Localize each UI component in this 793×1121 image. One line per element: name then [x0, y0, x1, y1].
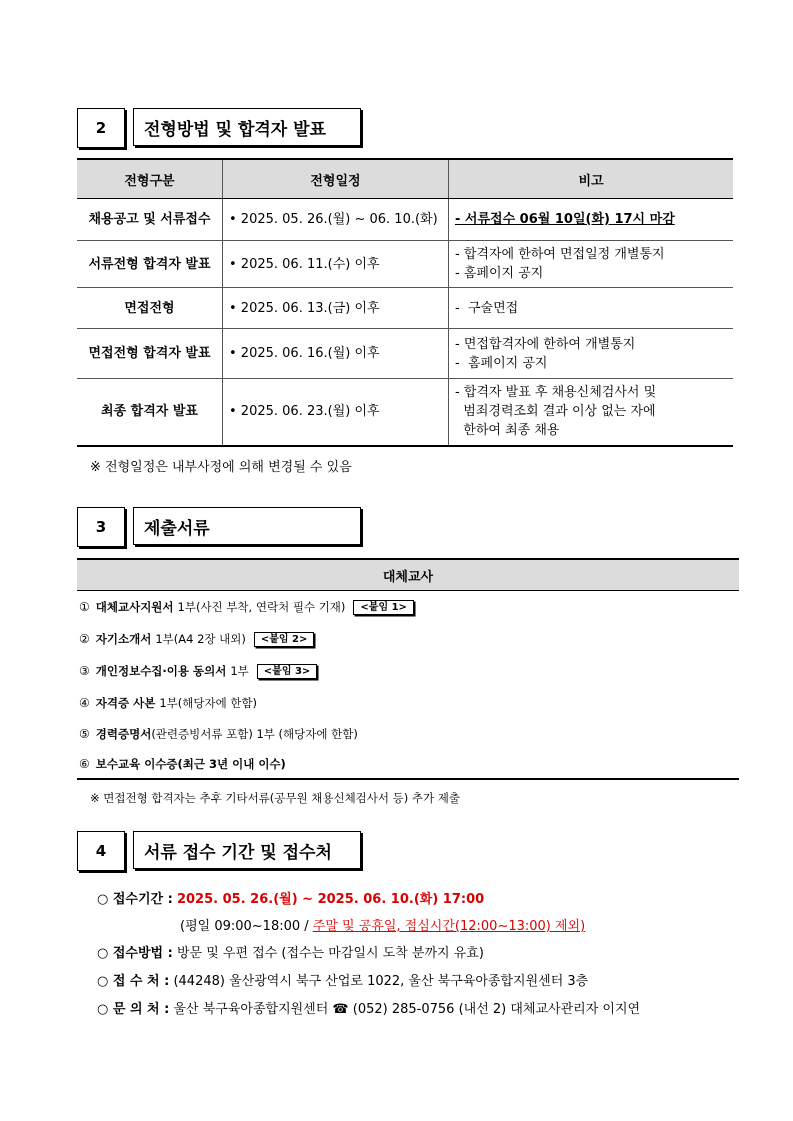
item-desc: 1부(사진 부착, 연락처 필수 기재): [177, 600, 346, 614]
note-line: - 홈페이지 공지: [455, 355, 548, 371]
document-item: [79, 599, 414, 615]
stage-cell: 채용공고 및 서류접수: [77, 199, 223, 241]
note-cell: [449, 329, 734, 379]
document-item: [79, 695, 257, 711]
item-name: 대체교사지원서: [95, 600, 174, 614]
period-line: [97, 888, 484, 907]
note-line: - 서류접수 06월 10일(화) 17시 마감: [455, 212, 675, 227]
table-header-row: [77, 159, 733, 199]
period-note-weekday: (평일 09:00~18:00 /: [180, 919, 313, 934]
note-line: - 홈페이지 공지: [455, 266, 544, 281]
table-row: [77, 379, 733, 446]
item-name: 경력증명서: [95, 727, 152, 741]
section-number: 4: [77, 831, 125, 871]
place-value: (44248) 울산광역시 북구 산업로 1022, 울산 북구육아종합지원센터 3층: [173, 974, 589, 989]
table-row: [77, 199, 733, 241]
section-title: 전형방법 및 합격자 발표: [133, 108, 361, 146]
column-header: 전형구분: [77, 159, 223, 199]
item-name: 자격증 사본: [95, 696, 156, 710]
document-item: [79, 726, 358, 742]
note-cell: [449, 379, 734, 446]
item-number: ④: [79, 696, 90, 710]
schedule-table: [77, 158, 733, 447]
section-4-heading: [77, 831, 361, 871]
item-number: ②: [79, 632, 90, 646]
column-header: 비고: [449, 159, 734, 199]
contact-line: [97, 998, 640, 1017]
schedule-footnote: ※ 전형일정은 내부사정에 의해 변경될 수 있음: [90, 460, 352, 475]
note-line: 범죄경력조회 결과 이상 없는 자에: [455, 404, 656, 420]
section-number: 2: [77, 108, 125, 148]
date-cell: • 2025. 06. 13.(금) 이후: [223, 288, 449, 329]
stage-cell: 최종 합격자 발표: [77, 379, 223, 446]
item-name: 자기소개서: [95, 632, 152, 646]
period-note-line: [180, 915, 585, 934]
documents-footnote: ※ 면접전형 합격자는 추후 기타서류(공무원 채용신체검사서 등) 추가 제출: [90, 791, 461, 805]
table-row: [77, 241, 733, 288]
period-value: 2025. 05. 26.(월) ~ 2025. 06. 10.(화) 17:00: [176, 892, 485, 907]
method-value: 방문 및 우편 접수 (접수는 마감일시 도착 분까지 유효): [176, 946, 484, 961]
date-cell: • 2025. 06. 11.(수) 이후: [223, 241, 449, 288]
method-line: [97, 942, 484, 961]
note-line: - 합격자 발표 후 채용신체검사서 및: [455, 385, 657, 401]
note-cell: [449, 241, 734, 288]
item-name: 보수교육 이수증(최근 3년 이내 이수): [95, 757, 286, 771]
item-desc: (관련증빙서류 포함) 1부 (해당자에 한함): [151, 727, 358, 741]
column-header: 전형일정: [223, 159, 449, 199]
item-number: ⑤: [79, 727, 90, 741]
table-row: [77, 288, 733, 329]
item-desc: 1부: [230, 664, 249, 678]
document-item: [79, 663, 317, 679]
period-label: ○ 접수기간 :: [97, 892, 173, 907]
table-row: [77, 329, 733, 379]
item-desc: 1부(해당자에 한함): [159, 696, 258, 710]
date-cell: • 2025. 06. 16.(월) 이후: [223, 329, 449, 379]
item-name: 개인정보수집·이용 동의서: [95, 664, 227, 678]
note-cell: [449, 288, 734, 329]
place-line: [97, 970, 588, 989]
stage-cell: 면접전형: [77, 288, 223, 329]
note-cell: [449, 199, 734, 241]
documents-header: 대체교사: [77, 558, 739, 591]
date-cell: • 2025. 06. 23.(월) 이후: [223, 379, 449, 446]
note-line: - 면접합격자에 한하여 개별통지: [455, 336, 636, 352]
note-line: - 구술면접: [455, 300, 519, 316]
date-cell: • 2025. 05. 26.(월) ~ 06. 10.(화): [223, 199, 449, 241]
documents-bottom-rule: [77, 778, 739, 780]
section-3-heading: [77, 507, 361, 547]
attachment-tag: <붙임 3>: [257, 664, 318, 679]
section-title: 서류 접수 기간 및 접수처: [133, 831, 361, 869]
method-label: ○ 접수방법 :: [97, 946, 173, 961]
stage-cell: 면접전형 합격자 발표: [77, 329, 223, 379]
section-title: 제출서류: [133, 507, 361, 545]
section-number: 3: [77, 507, 125, 547]
item-number: ①: [79, 600, 90, 614]
item-number: ⑥: [79, 757, 90, 771]
item-desc: 1부(A4 2장 내외): [155, 632, 246, 646]
item-number: ③: [79, 664, 90, 678]
note-line: - 합격자에 한하여 면접일정 개별통지: [455, 247, 665, 262]
period-note-excluded: 주말 및 공휴일, 점심시간(12:00~13:00) 제외): [312, 919, 586, 934]
attachment-tag: <붙임 1>: [353, 600, 414, 615]
place-label: ○ 접 수 처 :: [97, 974, 170, 989]
section-2-heading: [77, 108, 361, 148]
attachment-tag: <붙임 2>: [254, 632, 315, 647]
document-item: [79, 631, 314, 647]
note-line: 한하여 최종 채용: [455, 423, 560, 439]
contact-value: 울산 북구육아종합지원센터 ☎ (052) 285-0756 (내선 2) 대체교사관리자 이지연: [173, 1002, 641, 1017]
document-item: [79, 756, 290, 772]
stage-cell: 서류전형 합격자 발표: [77, 241, 223, 288]
contact-label: ○ 문 의 처 :: [97, 1002, 170, 1017]
